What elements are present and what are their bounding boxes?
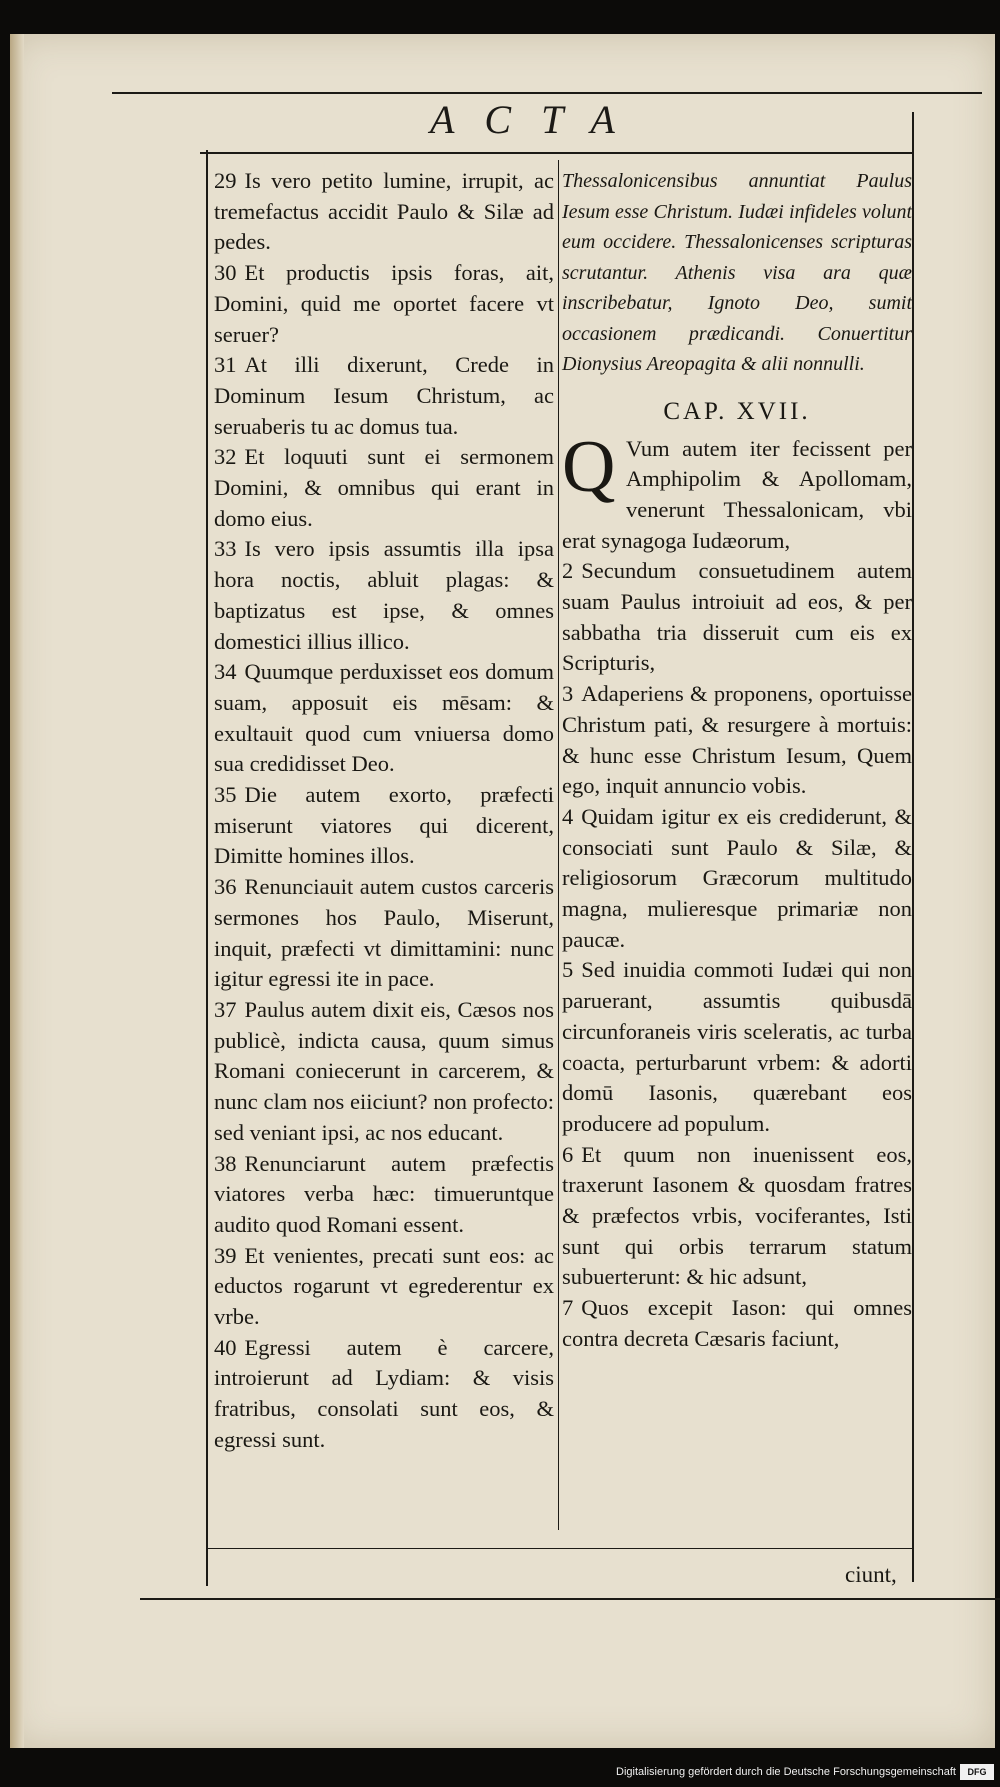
verse-37: 37 Paulus autem dixit eis, Cæsos nos publicè, indicta causa, quum simus Romani coniecerunt in carcerem, & nunc clam nos eiiciunt? non profecto: sed veniant ipsi, ac nos educant. xyxy=(214,996,554,1145)
left-frame-rule xyxy=(206,150,208,1586)
verse-1: Q Vum autem iter fecissent per Amphipolim & Apollomam, venerunt Thessalonicam, vbi erat synagoga Iudæorum, xyxy=(562,425,912,553)
top-rule xyxy=(112,92,982,94)
bottom-rule xyxy=(206,1548,912,1549)
chapter-summary: Thessalonicensibus annuntiat Paulus Iesum esse Christum. Iudæi infideles volunt eum occidere. Thessalonicenses scripturas scrutantur. Athenis visa ara quæ inscribebatur, Ignoto Deo, sumit occasionem prædicandi. Conuertitur Dionysius Areopagita & alii nonnulli. xyxy=(562,170,912,375)
verse-36: 36 Renunciauit autem custos carceris sermones hos Paulo, Miserunt, inquit, præfecti vt dimittamini: nunc igitur egressi ite in pace. xyxy=(214,874,554,992)
verse-6: 6 Et quum non inuenissent eos, traxerunt Iasonem & quosdam fratres & præfectos vrbis, vociferantes, Isti sunt qui orbis terrarum statum subuerterunt: & hic adsunt, xyxy=(562,1141,912,1290)
verse-34: 34 Quumque perduxisset eos domum suam, apposuit eis mēsam: & exultauit quod cum vniuersa domo sua credidisset Deo. xyxy=(214,659,554,777)
verse-3: 3 Adaperiens & proponens, oportuisse Christum pati, & resurgere à mortuis: & hunc esse Christum Iesum, Quem ego, inquit annuncio vobis. xyxy=(562,681,912,799)
verse-4: 4 Quidam igitur ex eis crediderunt, & consociati sunt Paulo & Silæ, & religiosorum Græcorum multitudo magna, mulieresque primariæ non paucæ. xyxy=(562,803,912,952)
verse-5: 5 Sed inuidia commoti Iudæi qui non paruerant, assumtis quibusdā circunforaneis viris sceleratis, ac turba coacta, perturbarunt vrbem: & adorti domū Iasonis, quærebant eos producere ad populum. xyxy=(562,957,912,1136)
verse-2: 2 Secundum consuetudinem autem suam Paulus introiuit ad eos, & per sabbatha tria disseruit cum eis ex Scripturis, xyxy=(562,558,912,676)
catchword: ciunt, xyxy=(845,1562,897,1587)
running-title: ACTA xyxy=(430,97,645,142)
left-column xyxy=(214,166,554,1456)
verse-29: 29 Is vero petito lumine, irrupit, ac tremefactus accidit Paulo & Silæ ad pedes. xyxy=(214,168,554,255)
page-bottom-rule xyxy=(140,1598,1000,1600)
verse-7: 7 Quos excepit Iason: qui omnes contra decreta Cæsaris faciunt, xyxy=(562,1295,912,1351)
header-underline xyxy=(200,152,914,154)
column-divider xyxy=(558,160,559,1530)
dfg-logo: DFG xyxy=(960,1764,994,1780)
right-frame-rule xyxy=(912,112,914,1582)
verse-38: 38 Renunciarunt autem præfectis viatores verba hæc: timueruntque audito quod Romani essent. xyxy=(214,1150,554,1237)
page-gutter-shadow xyxy=(10,34,24,1748)
verse-40: 40 Egressi autem è carcere, introierunt ad Lydiam: & visis fratribus, consolati sunt eos, & egressi sunt. xyxy=(214,1334,554,1452)
verse-35: 35 Die autem exorto, præfecti miserunt viatores qui dicerent, Dimitte homines illos. xyxy=(214,782,554,869)
verse-30: 30 Et productis ipsis foras, ait, Domini, quid me oportet facere vt seruer? xyxy=(214,260,554,347)
drop-cap: Q xyxy=(562,425,616,508)
verse-33: 33 Is vero ipsis assumtis illa ipsa hora noctis, abluit plagas: & baptizatus est ipse, & omnes domestici illius illico. xyxy=(214,536,554,654)
funding-credit: Digitalisierung gefördert durch die Deutsche Forschungsgemeinschaft xyxy=(616,1766,956,1778)
verse-39: 39 Et venientes, precati sunt eos: ac eductos rogarunt vt egrederentur ex vrbe. xyxy=(214,1242,554,1330)
right-column xyxy=(562,166,912,1355)
verse-31: 31 At illi dixerunt, Crede in Dominum Iesum Christum, ac seruaberis tu ac domus tua. xyxy=(214,352,554,439)
chapter-heading: CAP. XVII. xyxy=(663,397,811,425)
verse-32: 32 Et loquuti sunt ei sermonem Domini, & omnibus qui erant in domo eius. xyxy=(214,444,554,531)
